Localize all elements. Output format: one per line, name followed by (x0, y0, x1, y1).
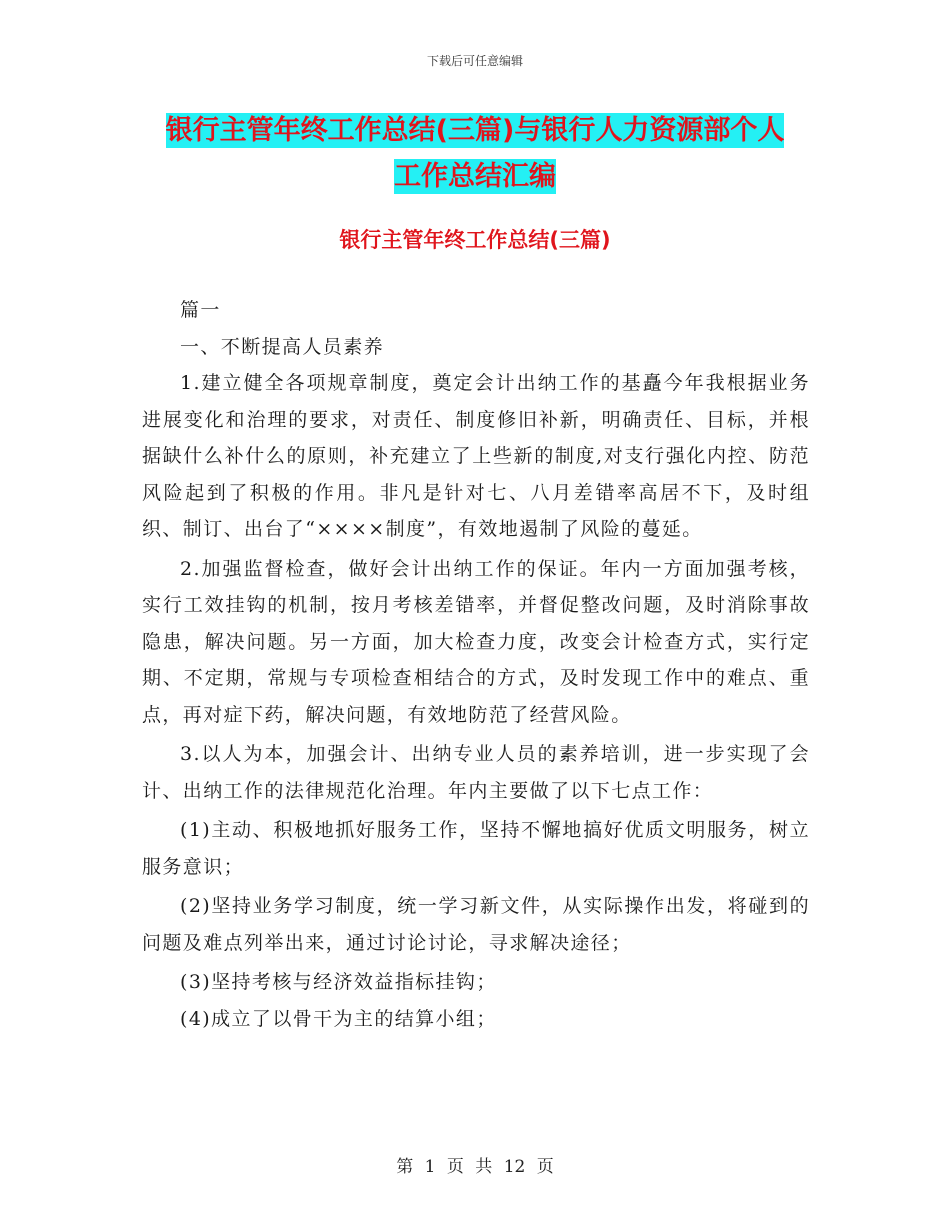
paragraph: 1.建立健全各项规章制度，奠定会计出纳工作的基矗今年我根据业务进展变化和治理的要求，对责任、制度修旧补新，明确责任、目标，并根据缺什么补什么的原则，补充建立了上些新的制度,对支行强化内控、防范风险起到了积极的作用。非凡是针对七、八月差错率高居不下，及时组织、制订、出台了“××××制度”，有效地遏制了风险的蔓延。 (142, 372, 810, 540)
page-number-footer: 第 1 页 共 12 页 (396, 1157, 554, 1177)
paragraph-heading: 一、不断提高人员素养 (180, 335, 385, 358)
paragraph: (2)坚持业务学习制度，统一学习新文件，从实际操作出发，将碰到的问题及难点列举出来，通过讨论讨论，寻求解决途径； (142, 895, 810, 954)
document-title-line-1: 银行主管年终工作总结(三篇)与银行人力资源部个人 (165, 115, 785, 146)
document-body (142, 292, 810, 1037)
paragraph: (3)坚持考核与经济效益指标挂钩； (180, 971, 497, 993)
paragraph: 2.加强监督检查，做好会计出纳工作的保证。年内一方面加强考核，实行工效挂钩的机制，按月考核差错率，并督促整改问题，及时消除事故隐患，解决问题。另一方面，加大检查力度，改变会计检查方式，实行定期、不定期，常规与专项检查相结合的方式，及时发现工作中的难点、重点，再对症下药，解决问题，有效地防范了经营风险。 (142, 557, 810, 726)
document-title (150, 108, 800, 200)
document-title-line-2: 工作总结汇编 (394, 161, 556, 192)
paragraph: (1)主动、积极地抓好服务工作，坚持不懈地搞好优质文明服务，树立服务意识； (142, 819, 810, 878)
paragraph-part-label: 篇一 (180, 299, 221, 321)
header-note: 下载后可任意编辑 (426, 54, 523, 68)
paragraph: 3.以人为本，加强会计、出纳专业人员的素养培训，进一步实现了会计、出纳工作的法律规范化治理。年内主要做了以下七点工作： (142, 743, 810, 802)
paragraph: (4)成立了以骨干为主的结算小组； (180, 1007, 497, 1030)
section-title: 银行主管年终工作总结(三篇) (339, 228, 611, 252)
